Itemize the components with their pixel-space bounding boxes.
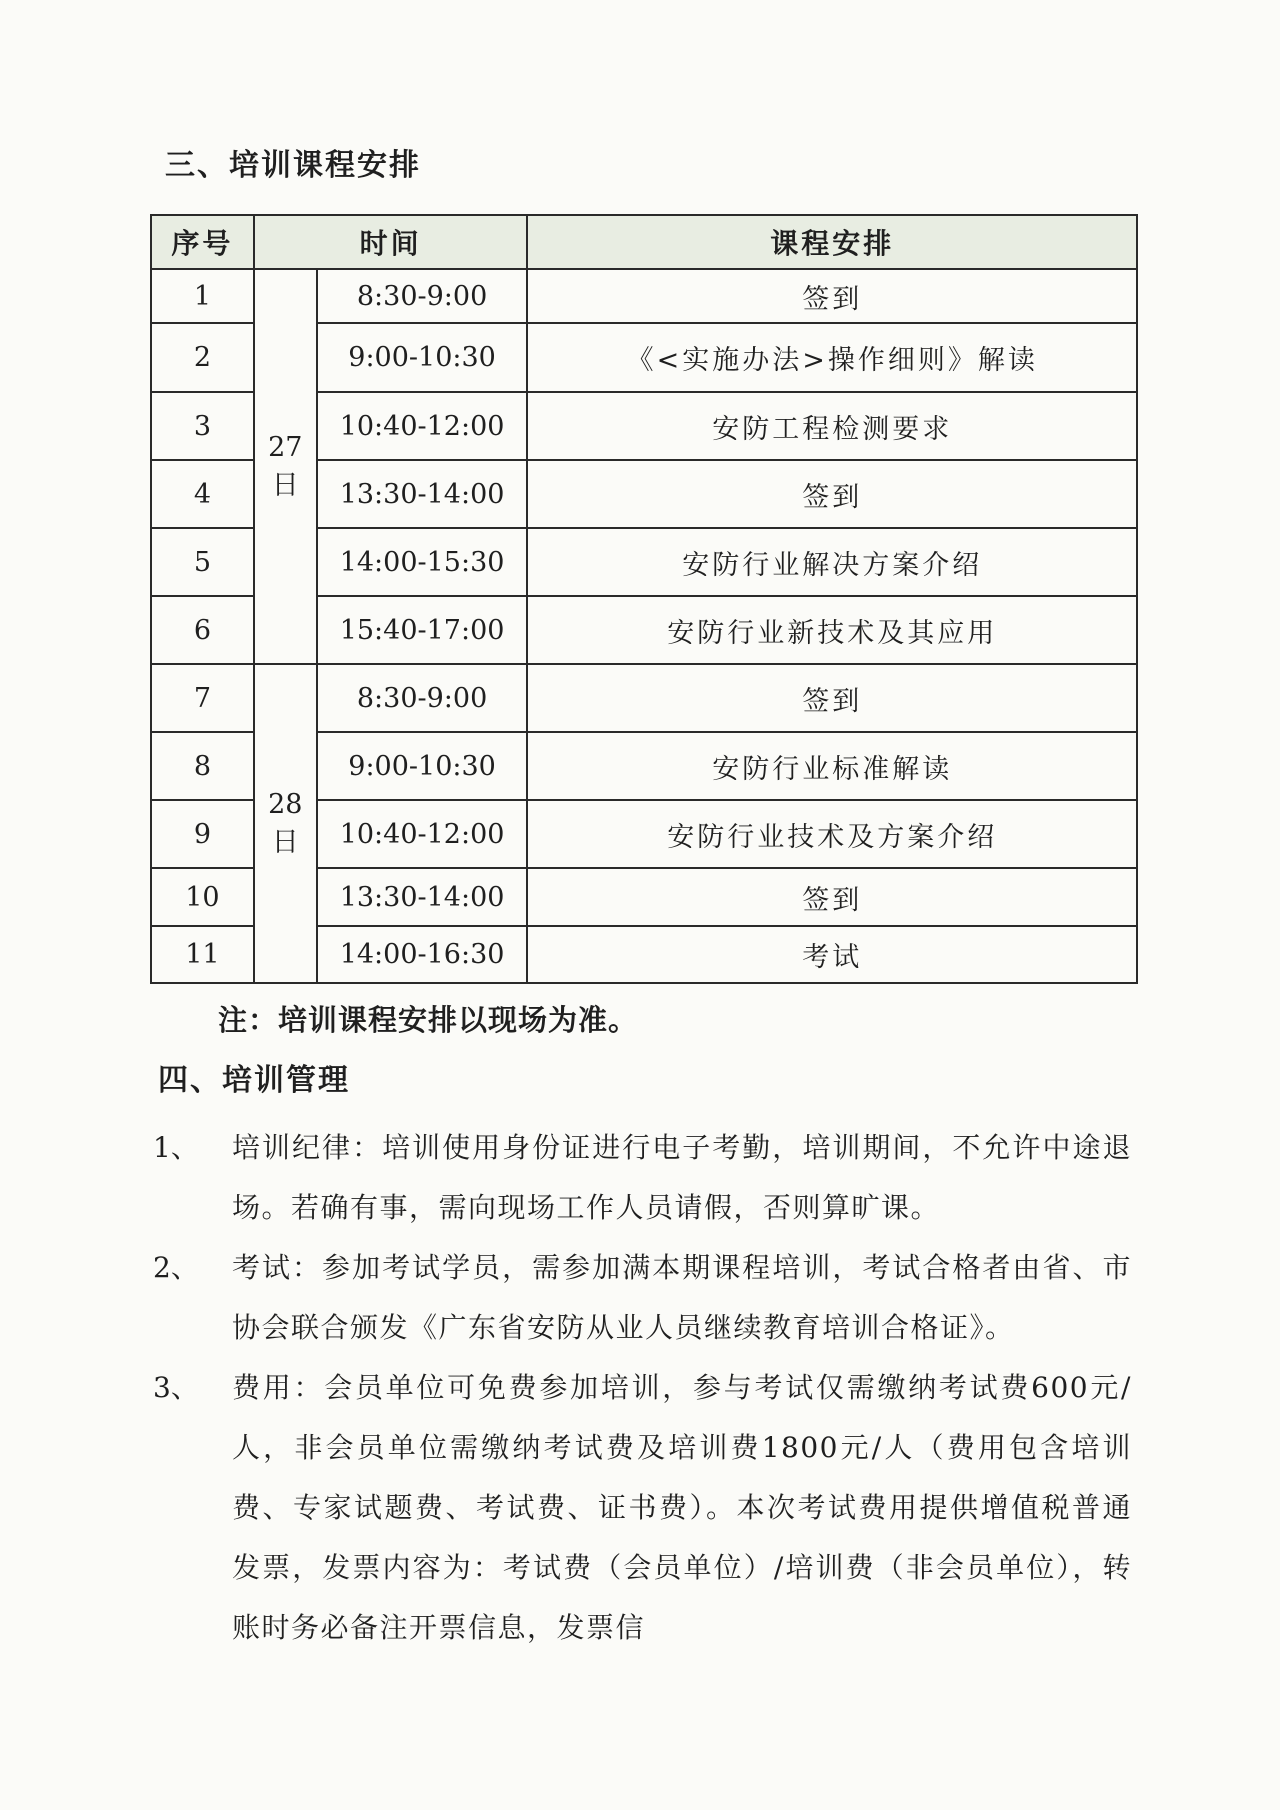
item-number: 3、 (153, 1371, 199, 1404)
table-row (151, 269, 1137, 323)
course-cell: 签到 (527, 868, 1137, 926)
time-cell: 14:00-16:30 (317, 926, 528, 983)
seq-cell: 6 (151, 596, 254, 664)
list-item (0, 1118, 1280, 1238)
section3-heading: 三、培训课程安排 (165, 148, 421, 183)
time-cell: 13:30-14:00 (317, 460, 528, 528)
header-seq: 序号 (151, 215, 254, 269)
time-cell: 9:00-10:30 (317, 323, 528, 392)
seq-cell: 10 (151, 868, 254, 926)
course-cell: 安防行业技术及方案介绍 (527, 800, 1137, 868)
list-item (0, 1238, 1280, 1358)
time-cell: 14:00-15:30 (317, 528, 528, 596)
seq-cell: 9 (151, 800, 254, 868)
seq-cell: 8 (151, 732, 254, 800)
course-schedule-table (150, 214, 1138, 984)
course-cell: 签到 (527, 664, 1137, 732)
course-cell: 安防行业解决方案介绍 (527, 528, 1137, 596)
table-header-row (151, 215, 1137, 269)
seq-cell: 7 (151, 664, 254, 732)
course-cell: 安防行业标准解读 (527, 732, 1137, 800)
management-list (0, 1118, 1280, 1658)
course-cell: 《<实施办法>操作细则》解读 (527, 323, 1137, 392)
item-number: 1、 (153, 1131, 199, 1164)
seq-cell: 1 (151, 269, 254, 323)
seq-cell: 3 (151, 392, 254, 460)
time-cell: 9:00-10:30 (317, 732, 528, 800)
course-cell: 签到 (527, 460, 1137, 528)
seq-cell: 5 (151, 528, 254, 596)
table-row (151, 664, 1137, 732)
section4-heading: 四、培训管理 (158, 1063, 350, 1098)
time-cell: 8:30-9:00 (317, 664, 528, 732)
time-cell: 15:40-17:00 (317, 596, 528, 664)
list-item (0, 1358, 1280, 1658)
course-cell: 考试 (527, 926, 1137, 983)
time-cell: 13:30-14:00 (317, 868, 528, 926)
course-cell: 安防工程检测要求 (527, 392, 1137, 460)
course-cell: 安防行业新技术及其应用 (527, 596, 1137, 664)
seq-cell: 4 (151, 460, 254, 528)
time-cell: 8:30-9:00 (317, 269, 528, 323)
item-text: 培训纪律：培训使用身份证进行电子考勤，培训期间，不允许中途退场。若确有事，需向现场工作人员请假，否则算旷课。 (232, 1131, 1132, 1224)
course-cell: 签到 (527, 269, 1137, 323)
seq-cell: 11 (151, 926, 254, 983)
seq-cell: 2 (151, 323, 254, 392)
item-number: 2、 (153, 1251, 199, 1284)
time-cell: 10:40-12:00 (317, 392, 528, 460)
schedule-note: 注：培训课程安排以现场为准。 (218, 1003, 639, 1037)
item-text: 考试：参加考试学员，需参加满本期课程培训，考试合格者由省、市协会联合颁发《广东省安防从业人员继续教育培训合格证》。 (232, 1251, 1132, 1344)
time-cell: 10:40-12:00 (317, 800, 528, 868)
header-time: 时间 (254, 215, 528, 269)
day-cell-27: 27日 (254, 269, 317, 664)
item-text: 费用：会员单位可免费参加培训，参与考试仅需缴纳考试费600元/人，非会员单位需缴纳考试费及培训费1800元/人（费用包含培训费、专家试题费、考试费、证书费）。本次考试费用提供增值税普通发票，发票内容为：考试费（会员单位）/培训费（非会员单位），转账时务必备注开票信息，发票信 (232, 1371, 1132, 1644)
day-cell-28: 28日 (254, 664, 317, 983)
header-course: 课程安排 (527, 215, 1137, 269)
